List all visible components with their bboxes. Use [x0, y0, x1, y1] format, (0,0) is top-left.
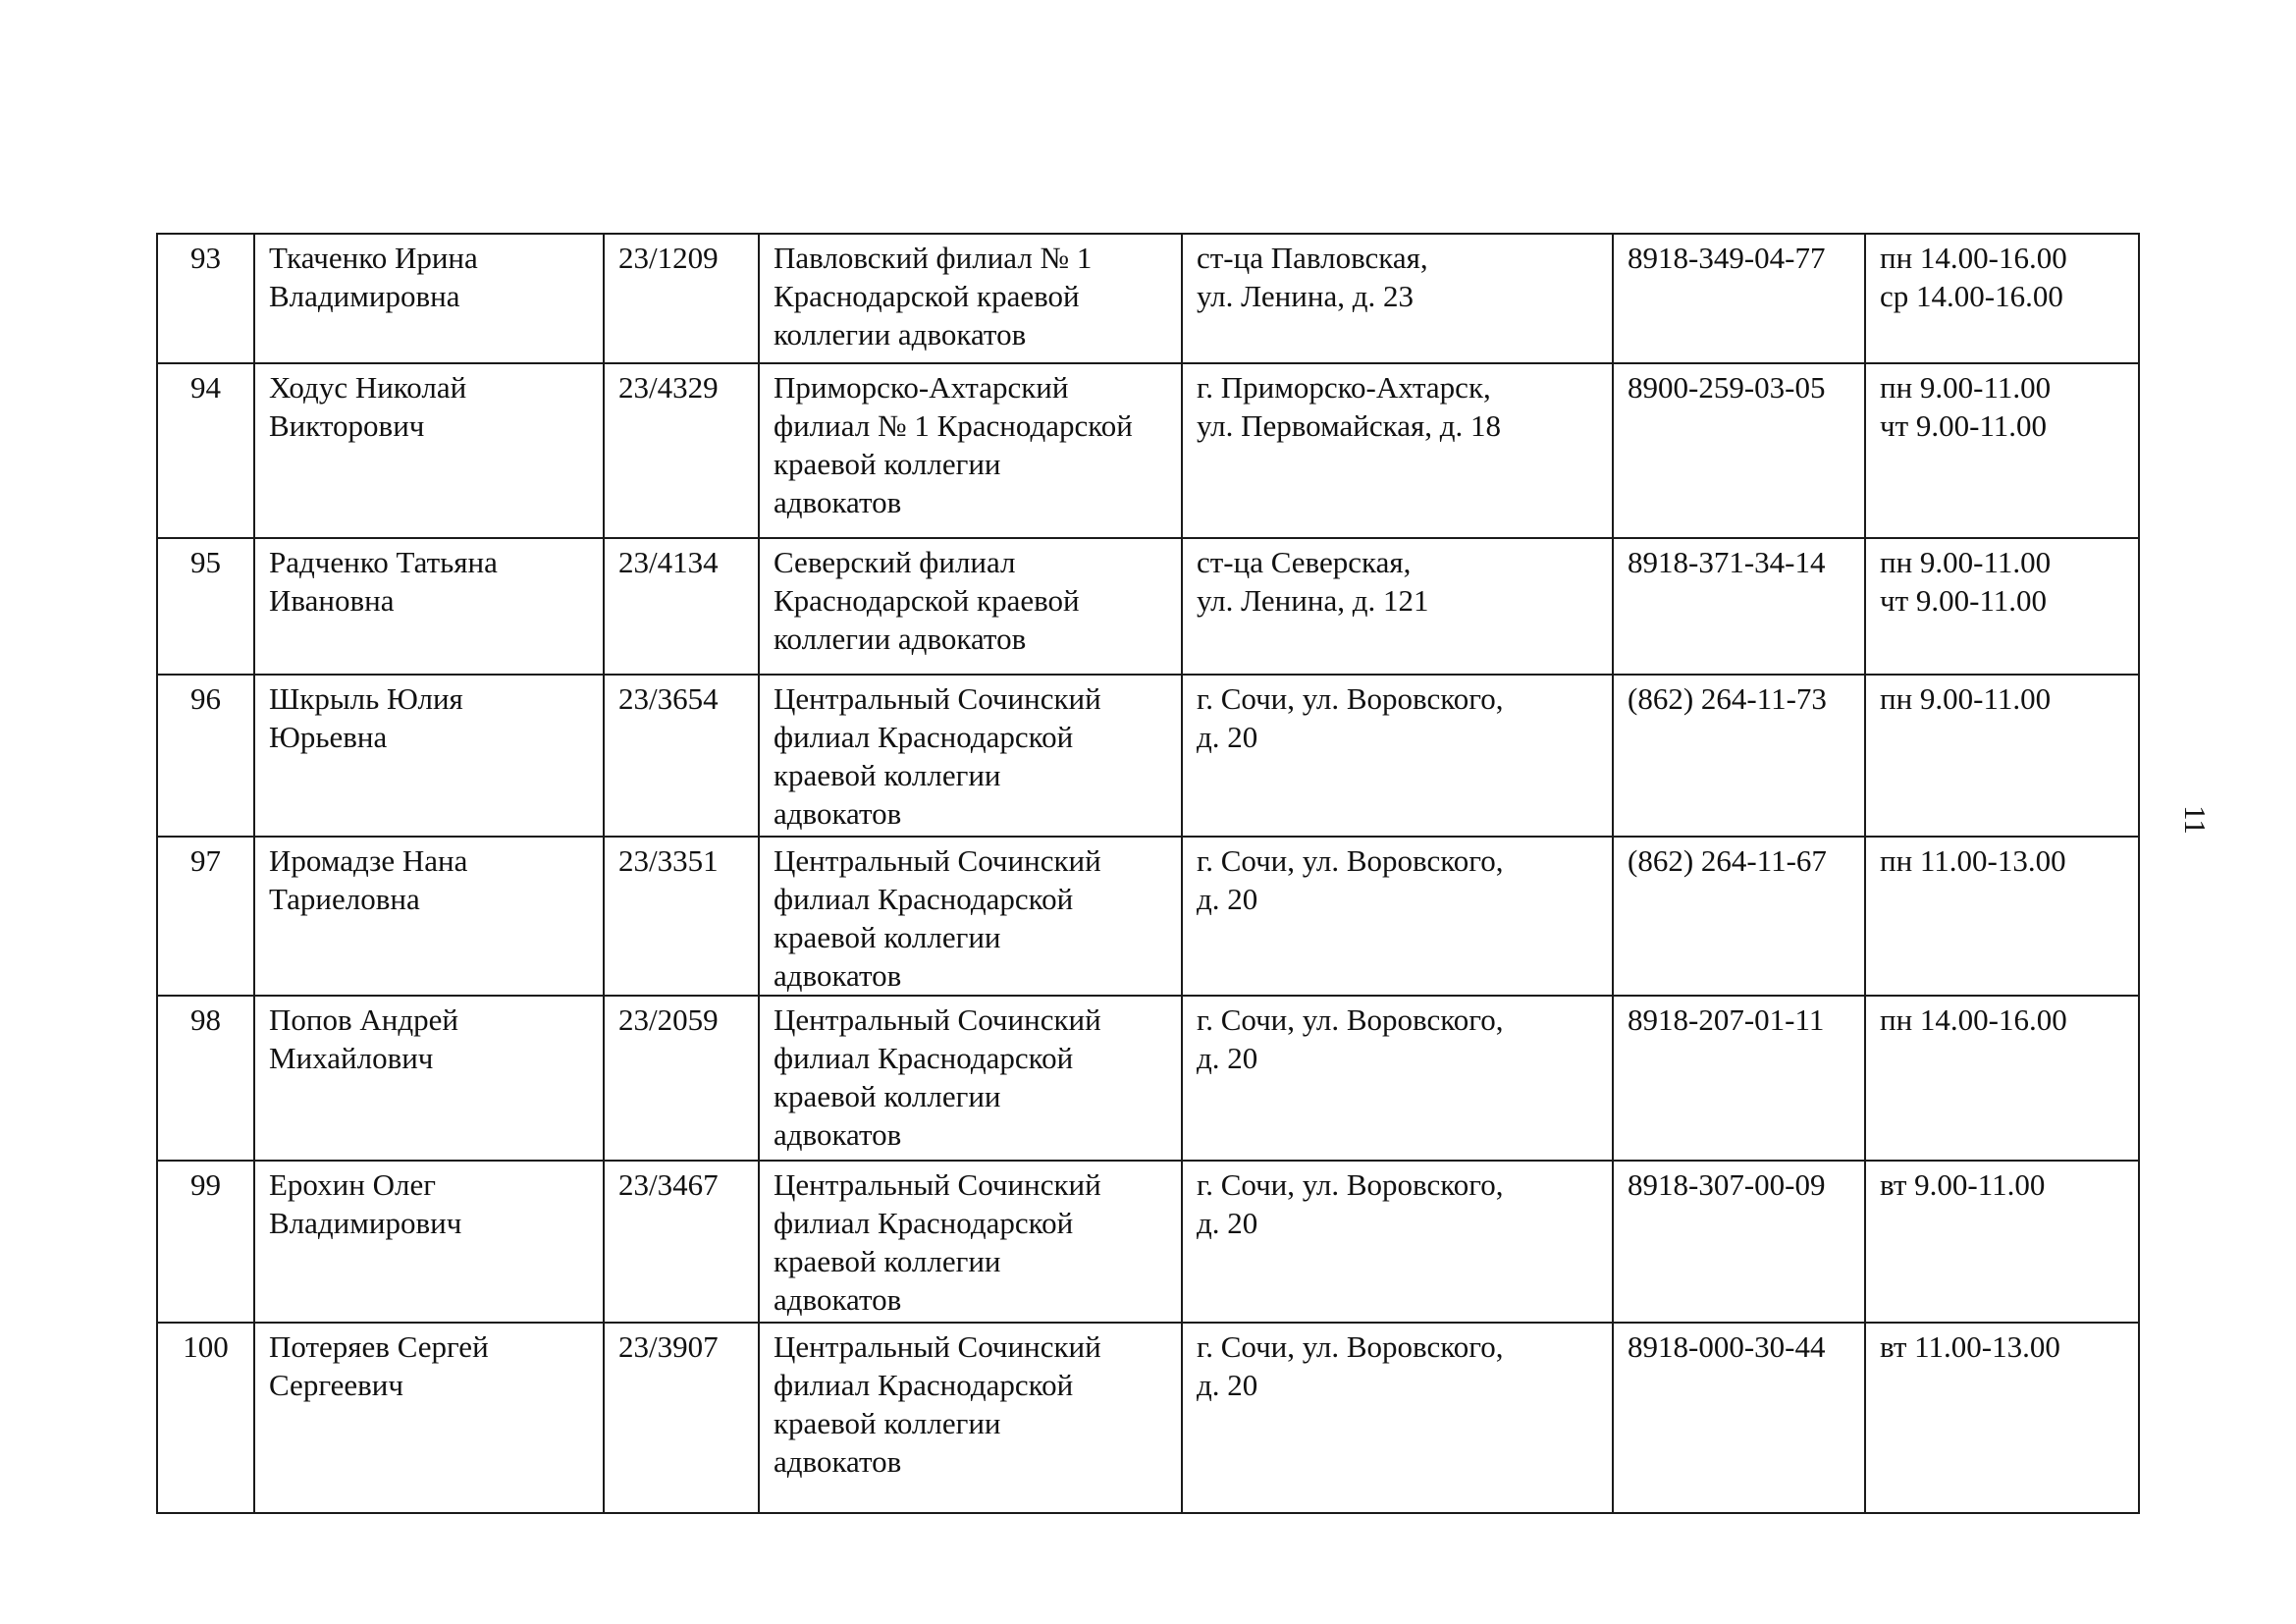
reception-hours-cell: вт 9.00-11.00 [1865, 1161, 2139, 1323]
registry-number-cell: 23/4134 [604, 538, 759, 675]
advocates-table [156, 233, 2140, 1514]
reception-hours-cell: вт 11.00-13.00 [1865, 1323, 2139, 1513]
advocate-name-cell: Потеряев Сергей Сергеевич [254, 1323, 604, 1513]
organization-cell: Центральный Сочинский филиал Краснодарской краевой коллегии адвокатов [759, 1161, 1182, 1323]
organization-cell: Северский филиал Краснодарской краевой коллегии адвокатов [759, 538, 1182, 675]
address-cell: г. Сочи, ул. Воровского, д. 20 [1182, 837, 1613, 996]
phone-cell: 8918-349-04-77 [1613, 234, 1865, 363]
registry-number-cell: 23/3467 [604, 1161, 759, 1323]
table-row [157, 1323, 2139, 1513]
advocate-name-cell: Ерохин Олег Владимирович [254, 1161, 604, 1323]
registry-number-cell: 23/3654 [604, 675, 759, 837]
phone-cell: (862) 264-11-73 [1613, 675, 1865, 837]
row-number-cell: 93 [157, 234, 254, 363]
table-row [157, 1161, 2139, 1323]
phone-cell: (862) 264-11-67 [1613, 837, 1865, 996]
reception-hours-cell: пн 14.00-16.00 [1865, 996, 2139, 1161]
registry-number-cell: 23/2059 [604, 996, 759, 1161]
table-row [157, 837, 2139, 996]
organization-cell: Центральный Сочинский филиал Краснодарской краевой коллегии адвокатов [759, 675, 1182, 837]
reception-hours-cell: пн 9.00-11.00 [1865, 675, 2139, 837]
advocate-name-cell: Попов Андрей Михайлович [254, 996, 604, 1161]
advocate-name-cell: Ткаченко Ирина Владимировна [254, 234, 604, 363]
advocate-name-cell: Шкрыль Юлия Юрьевна [254, 675, 604, 837]
table-row [157, 363, 2139, 538]
row-number-cell: 99 [157, 1161, 254, 1323]
address-cell: ст-ца Павловская, ул. Ленина, д. 23 [1182, 234, 1613, 363]
page-number: 11 [2178, 805, 2213, 835]
registry-number-cell: 23/1209 [604, 234, 759, 363]
table-row [157, 675, 2139, 837]
phone-cell: 8918-307-00-09 [1613, 1161, 1865, 1323]
row-number-cell: 97 [157, 837, 254, 996]
table-row [157, 234, 2139, 363]
advocate-name-cell: Ходус Николай Викторович [254, 363, 604, 538]
advocate-name-cell: Иромадзе Нана Тариеловна [254, 837, 604, 996]
table-row [157, 996, 2139, 1161]
reception-hours-cell: пн 14.00-16.00 ср 14.00-16.00 [1865, 234, 2139, 363]
registry-number-cell: 23/3907 [604, 1323, 759, 1513]
row-number-cell: 94 [157, 363, 254, 538]
phone-cell: 8918-000-30-44 [1613, 1323, 1865, 1513]
row-number-cell: 96 [157, 675, 254, 837]
address-cell: г. Приморско-Ахтарск, ул. Первомайская, д. 18 [1182, 363, 1613, 538]
reception-hours-cell: пн 9.00-11.00 чт 9.00-11.00 [1865, 538, 2139, 675]
address-cell: г. Сочи, ул. Воровского, д. 20 [1182, 1323, 1613, 1513]
phone-cell: 8918-207-01-11 [1613, 996, 1865, 1161]
phone-cell: 8900-259-03-05 [1613, 363, 1865, 538]
reception-hours-cell: пн 11.00-13.00 [1865, 837, 2139, 996]
reception-hours-cell: пн 9.00-11.00 чт 9.00-11.00 [1865, 363, 2139, 538]
registry-number-cell: 23/4329 [604, 363, 759, 538]
address-cell: г. Сочи, ул. Воровского, д. 20 [1182, 1161, 1613, 1323]
phone-cell: 8918-371-34-14 [1613, 538, 1865, 675]
advocate-name-cell: Радченко Татьяна Ивановна [254, 538, 604, 675]
organization-cell: Центральный Сочинский филиал Краснодарской краевой коллегии адвокатов [759, 837, 1182, 996]
organization-cell: Центральный Сочинский филиал Краснодарской краевой коллегии адвокатов [759, 996, 1182, 1161]
organization-cell: Центральный Сочинский филиал Краснодарской краевой коллегии адвокатов [759, 1323, 1182, 1513]
table-row [157, 538, 2139, 675]
address-cell: г. Сочи, ул. Воровского, д. 20 [1182, 675, 1613, 837]
address-cell: г. Сочи, ул. Воровского, д. 20 [1182, 996, 1613, 1161]
address-cell: ст-ца Северская, ул. Ленина, д. 121 [1182, 538, 1613, 675]
row-number-cell: 98 [157, 996, 254, 1161]
row-number-cell: 100 [157, 1323, 254, 1513]
organization-cell: Павловский филиал № 1 Краснодарской краевой коллегии адвокатов [759, 234, 1182, 363]
organization-cell: Приморско-Ахтарский филиал № 1 Краснодарской краевой коллегии адвокатов [759, 363, 1182, 538]
registry-number-cell: 23/3351 [604, 837, 759, 996]
row-number-cell: 95 [157, 538, 254, 675]
